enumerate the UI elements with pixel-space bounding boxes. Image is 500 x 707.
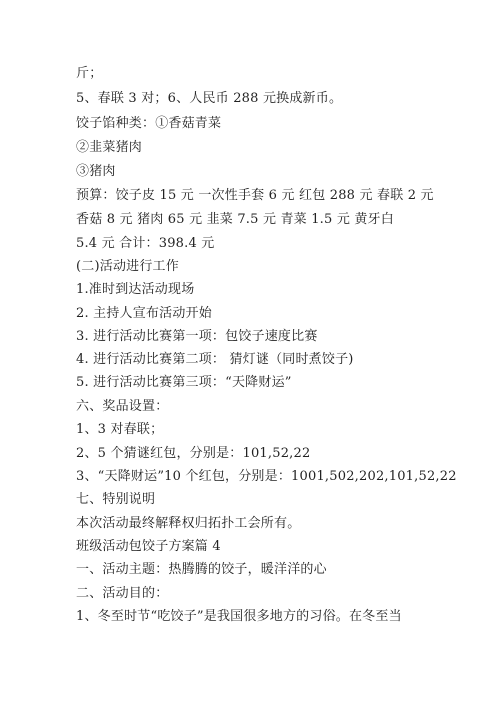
text-line-8: 5.4 元 合计：398.4 元 [76,236,215,251]
text-line-15: 六、奖品设置： [76,399,169,414]
text-line-18: 3、“天降财运”10 个红包，分别是：1001,502,202,101,52,22 [76,469,457,484]
text-line-20: 本次活动最终解释权归拓扑工会所有。 [76,516,301,531]
text-line-9: (二)活动进行工作 [76,259,179,274]
text-line-6: 预算：饺子皮 15 元 一次性手套 6 元 红包 288 元 春联 2 元 [76,188,434,203]
text-line-21: 班级活动包饺子方案篇 4 [76,539,221,554]
text-line-2: 5、春联 3 对；6、人民币 288 元换成新币。 [76,91,343,106]
text-line-22: 一、活动主题：热腾腾的饺子，暖洋洋的心 [76,562,327,577]
text-line-12: 3. 进行活动比赛第一项：包饺子速度比赛 [76,329,318,344]
text-line-7: 香菇 8 元 猪肉 65 元 韭菜 7.5 元 青菜 1.5 元 黄牙白 [76,212,394,227]
text-line-23: 二、活动目的： [76,586,169,601]
text-line-11: 2. 主持人宣布活动开始 [76,306,212,321]
text-line-17: 2、5 个猜谜红包，分别是：101,52,22 [76,446,311,461]
text-line-24: 1、冬至时节“吃饺子”是我国很多地方的习俗。在冬至当 [76,609,402,624]
text-line-1: 斤； [76,66,103,81]
text-line-5: ③猪肉 [76,164,116,179]
text-line-14: 5. 进行活动比赛第三项：“天降财运” [76,375,292,390]
text-line-19: 七、特别说明 [76,492,156,507]
text-line-4: ②韭菜猪肉 [76,140,143,155]
text-line-10: 1.准时到达活动现场 [76,282,195,297]
text-line-13: 4. 进行活动比赛第二项： 猜灯谜（同时煮饺子) [76,352,354,367]
text-line-16: 1、3 对春联； [76,422,164,437]
text-line-3: 饺子馅种类：①香菇青菜 [76,116,222,131]
